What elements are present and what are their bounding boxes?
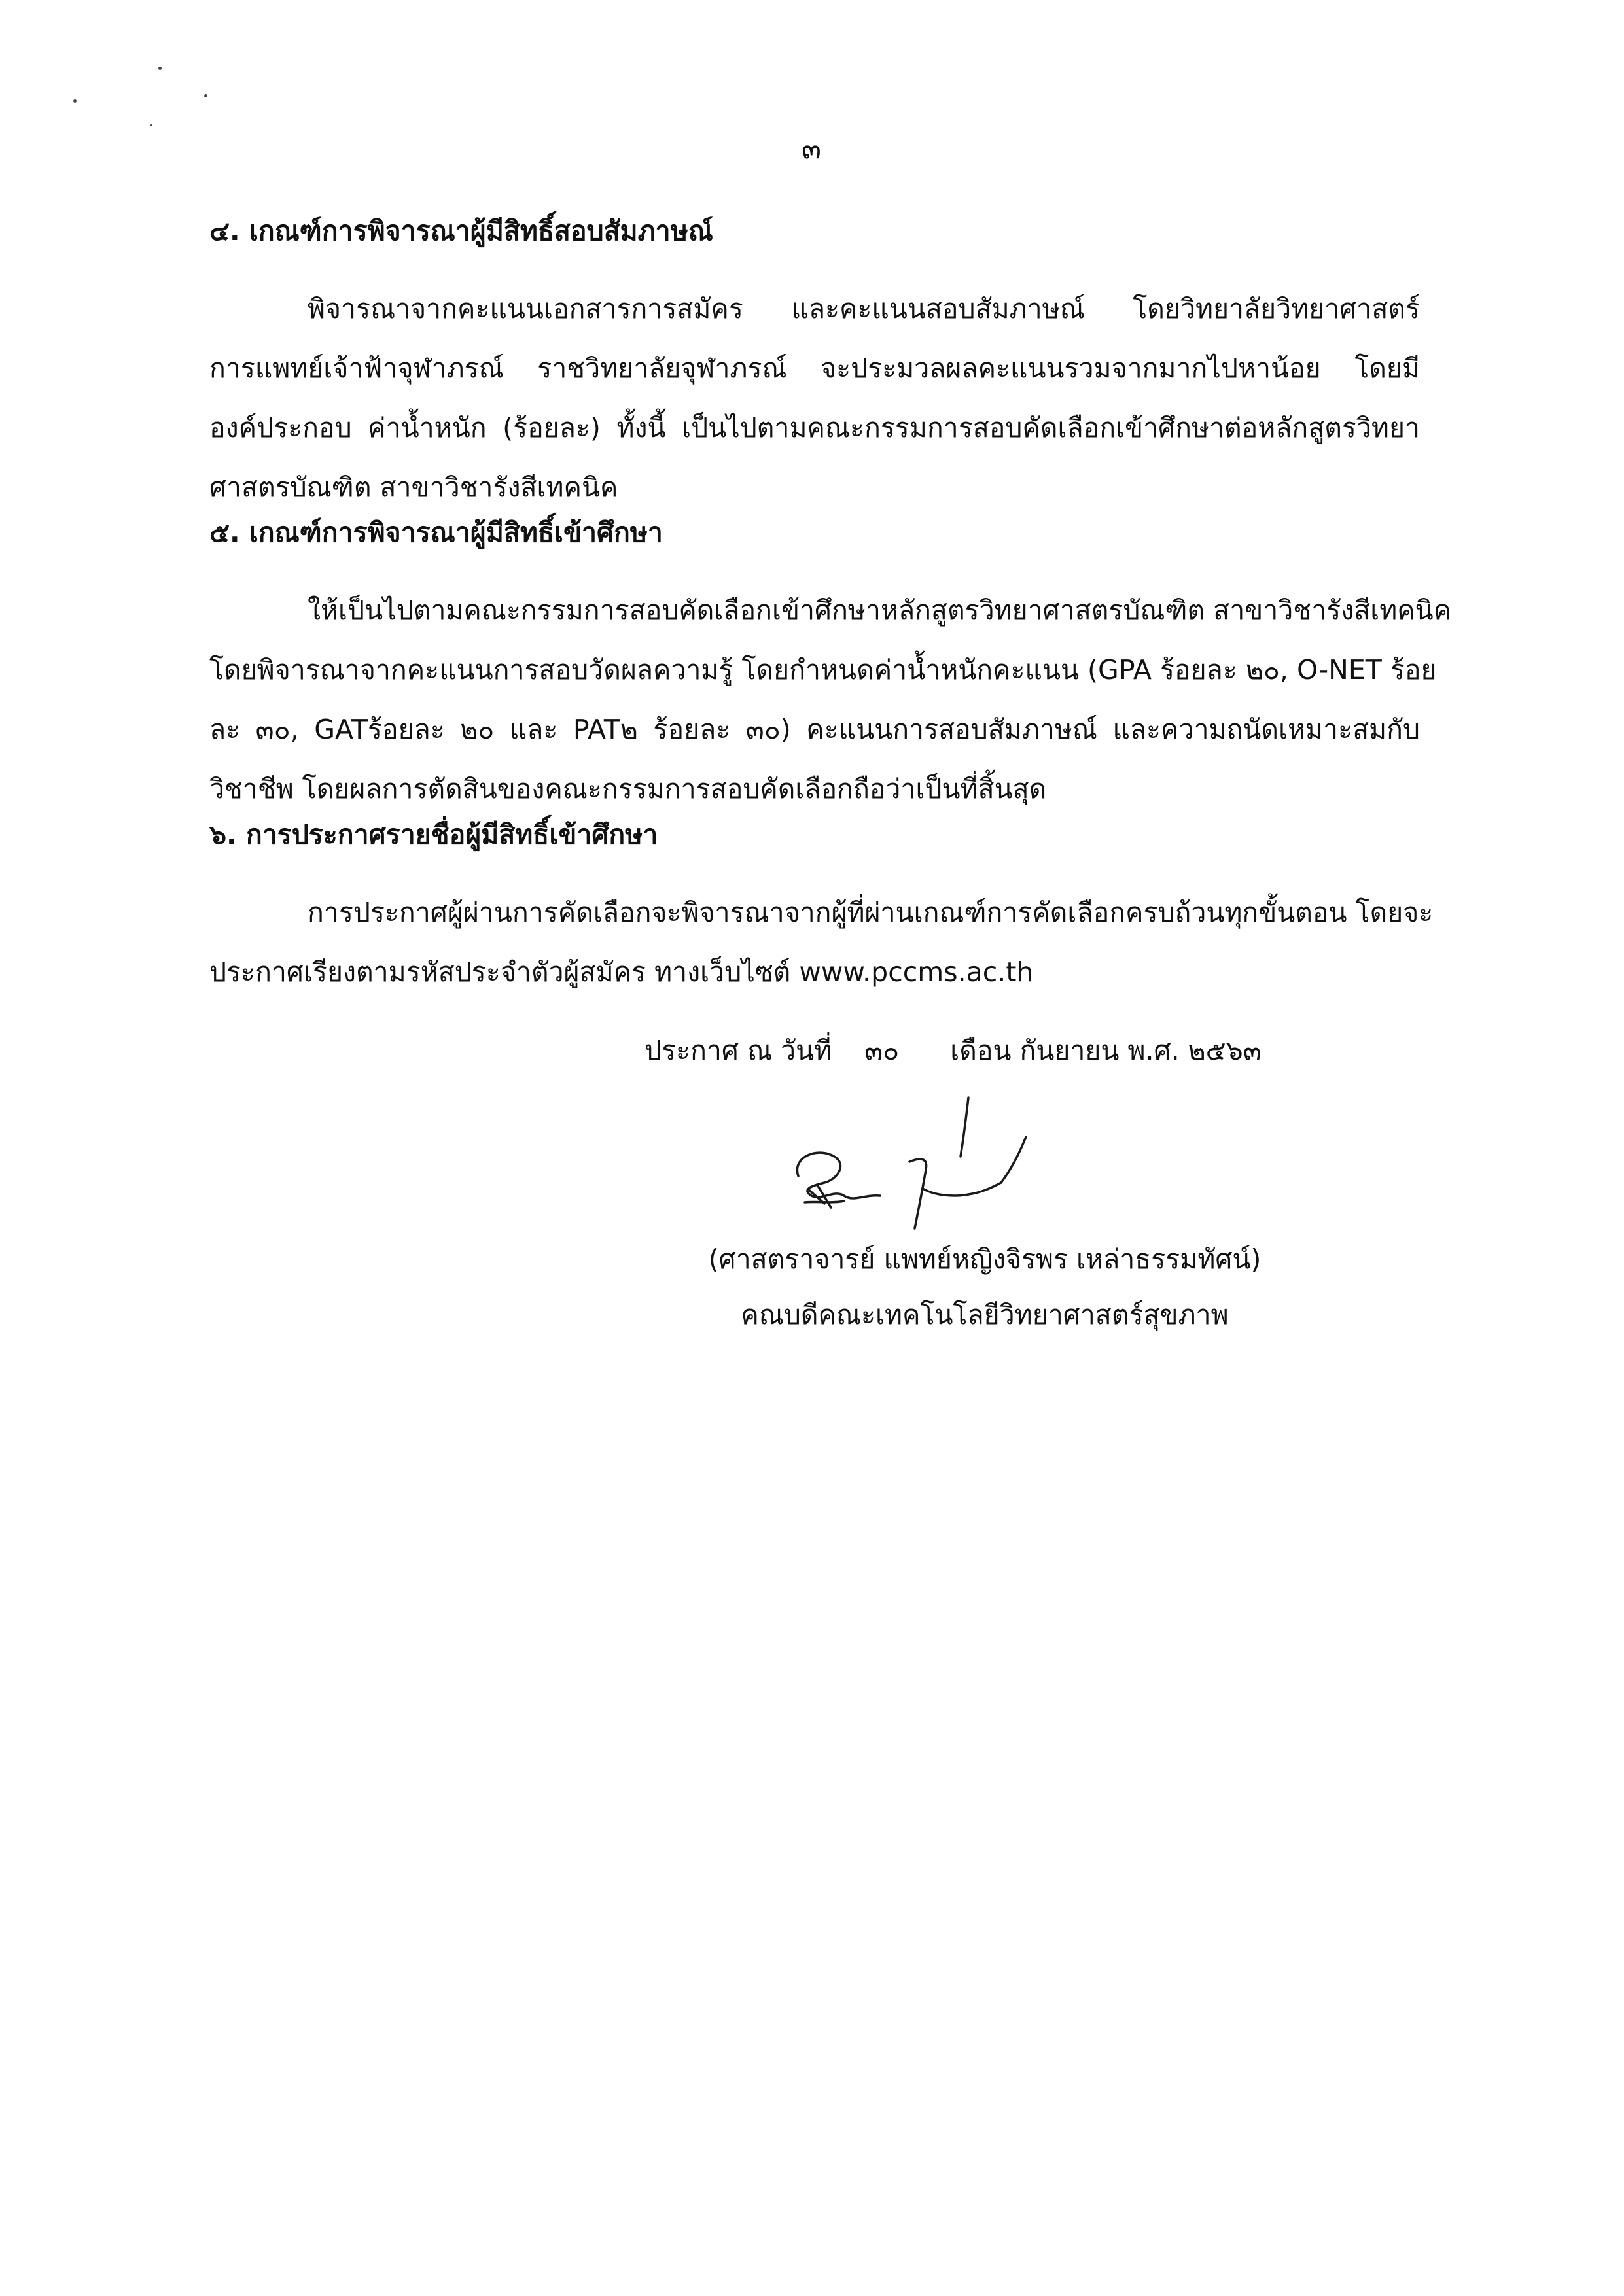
- announcement-prefix: ประกาศ ณ วันที่: [644, 1035, 832, 1066]
- section-admission-criteria: [209, 513, 1452, 819]
- signer-name: (ศาสตราจารย์ แพทย์หญิงจิรพร เหล่าธรรมทัศน์): [708, 1244, 1262, 1275]
- section-heading: ๕. เกณฑ์การพิจารณาผู้มีสิทธิ์เข้าศึกษา: [209, 517, 663, 548]
- scan-speck: [204, 94, 207, 97]
- scan-speck: [150, 124, 152, 126]
- announcement-month-year: เดือน กันยายน พ.ศ. ๒๕๖๓: [950, 1035, 1262, 1066]
- scan-speck: [158, 67, 162, 70]
- paragraph-line: ประกาศเรียงตามรหัสประจำตัวผู้สมัคร ทางเว็บไซต์ www.pccms.ac.th: [209, 956, 1034, 988]
- paragraph-line: ศาสตรบัณฑิต สาขาวิชารังสีเทคนิค: [209, 472, 618, 503]
- page-number: ๓: [801, 132, 822, 165]
- paragraph-line: การแพทย์เจ้าฟ้าจุฬาภรณ์ ราชวิทยาลัยจุฬาภรณ์ จะประมวลผลคะแนนรวมจากมากไปหาน้อย โดยมี: [209, 353, 1420, 384]
- paragraph-line: โดยพิจารณาจากคะแนนการสอบวัดผลความรู้ โดยกำหนดค่าน้ำหนักคะแนน (GPA ร้อยละ ๒๐, O-NET ร้อย: [209, 654, 1437, 686]
- paragraph-line: ละ ๓๐, GATร้อยละ ๒๐ และ PAT๒ ร้อยละ ๓๐) คะแนนการสอบสัมภาษณ์ และความถนัดเหมาะสมกับ: [209, 714, 1420, 745]
- section-body: [209, 581, 1452, 819]
- section-body: [209, 279, 1420, 517]
- announcement-day: ๓๐: [864, 1035, 900, 1066]
- paragraph-line: ให้เป็นไปตามคณะกรรมการสอบคัดเลือกเข้าศึกษาหลักสูตรวิทยาศาสตรบัณฑิต สาขาวิชารังสีเทคนิค: [308, 595, 1452, 626]
- section-heading: ๖. การประกาศรายชื่อผู้มีสิทธิ์เข้าศึกษา: [209, 819, 658, 850]
- announcement-date: [644, 1031, 1262, 1070]
- handwritten-signature: [772, 1091, 1139, 1235]
- section-announcement: [209, 815, 1434, 1002]
- paragraph-line: วิชาชีพ โดยผลการตัดสินของคณะกรรมการสอบคัดเลือกถือว่าเป็นที่สิ้นสุด: [209, 773, 1047, 805]
- section-body: [209, 883, 1434, 1002]
- signer-title: คณบดีคณะเทคโนโลยีวิทยาศาสตร์สุขภาพ: [741, 1299, 1229, 1331]
- section-heading: ๔. เกณฑ์การพิจารณาผู้มีสิทธิ์สอบสัมภาษณ์: [209, 215, 713, 247]
- paragraph-line: องค์ประกอบ ค่าน้ำหนัก (ร้อยละ) ทั้งนี้ เป็นไปตามคณะกรรมการสอบคัดเลือกเข้าศึกษาต่อหลักสูตรวิทยา: [209, 412, 1420, 444]
- scan-speck: [73, 99, 77, 103]
- paragraph-line: พิจารณาจากคะแนนเอกสารการสมัคร และคะแนนสอบสัมภาษณ์ โดยวิทยาลัยวิทยาศาสตร์: [308, 293, 1420, 324]
- paragraph-line: การประกาศผู้ผ่านการคัดเลือกจะพิจารณาจากผู้ที่ผ่านเกณฑ์การคัดเลือกครบถ้วนทุกขั้นตอน โดยจะ: [308, 897, 1434, 928]
- section-interview-criteria: [209, 211, 1420, 517]
